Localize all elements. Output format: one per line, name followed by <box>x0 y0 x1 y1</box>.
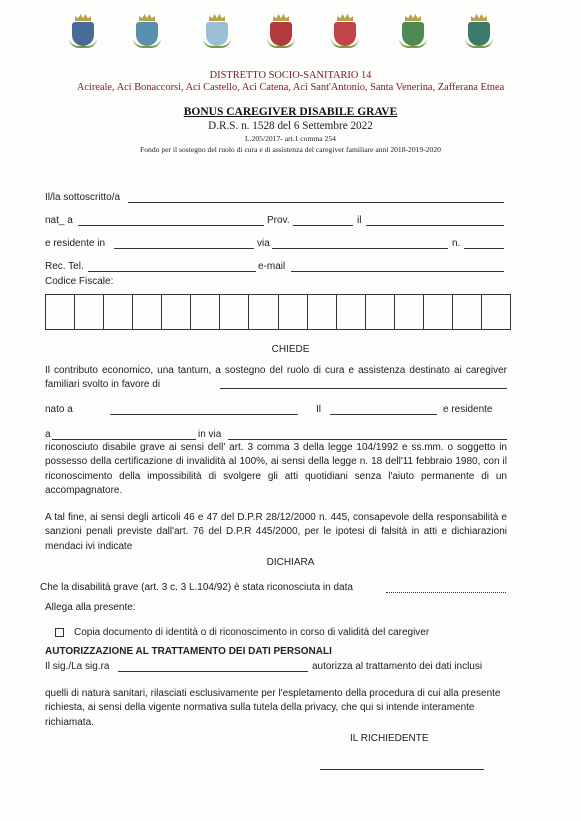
cf-box[interactable] <box>162 295 191 329</box>
fiscal-code-boxes[interactable] <box>45 294 511 330</box>
privacy-body: quelli di natura sanitari, rilasciati esclusivamente per l'espletamento della procedura di cui alla presente richiesta, ai sensi della vigente normativa sulla tutela della privacy, che qui si intende interamente richiamata. <box>45 688 501 728</box>
email-field[interactable] <box>291 271 504 272</box>
fund-description: Fondo per il sostegno del ruolo di cura e di assistenza del caregiver familiare anni 2018-2019-2020 <box>140 145 441 154</box>
privacy-heading: AUTORIZZAZIONE AL TRATTAMENTO DEI DATI PERSONALI <box>45 646 332 657</box>
crest-7-icon <box>468 14 490 48</box>
crest-2-icon <box>136 14 158 48</box>
cf-box[interactable] <box>453 295 482 329</box>
district-towns: Acireale, Aci Bonaccorsi, Aci Castello, Aci Catena, Aci Sant'Antonio, Santa Venerina, Zafferana Etnea <box>76 82 505 93</box>
cf-box[interactable] <box>366 295 395 329</box>
cf-box[interactable] <box>424 295 453 329</box>
street-number-field[interactable] <box>464 248 504 249</box>
declaration-heading: DICHIARA <box>266 557 315 568</box>
recognition-date-field[interactable] <box>386 592 506 593</box>
tel-field[interactable] <box>88 271 256 272</box>
cf-box[interactable] <box>279 295 308 329</box>
signature-field[interactable] <box>320 769 484 770</box>
law-reference: L.205/2017- art.1 comma 254 <box>245 134 336 143</box>
disability-text: Che la disabilità grave (art. 3 c. 3 L.104/92) è stata riconosciuta in data <box>40 582 353 593</box>
beneficiary-field[interactable] <box>220 388 507 389</box>
beneficiary-street-field[interactable] <box>228 439 507 440</box>
beneficiary-birthplace-field[interactable] <box>110 414 298 415</box>
cf-box[interactable] <box>308 295 337 329</box>
street-field[interactable] <box>272 248 448 249</box>
cf-box[interactable] <box>104 295 133 329</box>
authorize-text: autorizza al trattamento dei dati inclusi <box>312 661 483 672</box>
district-title: DISTRETTO SOCIO-SANITARIO 14 <box>209 70 372 81</box>
cf-box[interactable] <box>482 295 510 329</box>
born-label: nat_ a <box>45 215 73 226</box>
attach-checkbox[interactable] <box>55 628 64 637</box>
email-label: e-mail <box>258 261 286 272</box>
beneficiary-birthdate-field[interactable] <box>330 414 437 415</box>
undersigned-field[interactable] <box>128 202 504 203</box>
purpose-text: A tal fine, ai sensi degli articoli 46 e 47 del D.P.R 28/12/2000 n. 445, consapevole della responsabilità e sanzioni penali previste dall'art. 76 del D.P.R 445/2000, per le ipotesi di falsità in atti e dichiarazioni mendaci ivi indicate <box>45 512 507 552</box>
crest-4-icon <box>270 14 292 48</box>
sig-label: Il sig./La sig.ra <box>45 661 110 672</box>
in-via-label: in via <box>198 429 222 440</box>
tel-label: Rec. Tel. <box>45 261 84 272</box>
birthdate-label: il <box>357 215 362 226</box>
privacy-name-field[interactable] <box>118 671 308 672</box>
residence-field[interactable] <box>114 248 254 249</box>
crest-5-icon <box>334 14 356 48</box>
via-label: via <box>257 238 270 249</box>
beneficiary-city-field[interactable] <box>52 439 196 440</box>
cf-box[interactable] <box>220 295 249 329</box>
document-title: BONUS CAREGIVER DISABILE GRAVE <box>183 106 398 118</box>
cf-box[interactable] <box>191 295 220 329</box>
prov-label: Prov. <box>267 215 290 226</box>
crest-1-icon <box>72 14 94 48</box>
beneficiary-date-label: Il <box>316 404 321 415</box>
residente-label: e residente <box>443 404 493 415</box>
signature-label: IL RICHIEDENTE <box>350 733 429 744</box>
request-heading: CHIEDE <box>271 344 310 355</box>
crest-6-icon <box>402 14 424 48</box>
attach-item-label: Copia documento di identità o di riconoscimento in corso di validità del caregiver <box>74 627 430 638</box>
crest-3-icon <box>206 14 228 48</box>
municipal-crests-row <box>72 14 492 56</box>
attach-item <box>55 627 429 638</box>
cf-box[interactable] <box>75 295 104 329</box>
recognition-text: riconosciuto disabile grave ai sensi dell' art. 3 comma 3 della legge 104/1992 e ss.mm. o soggetto in possesso della certificazione di invalidità al 100%, ai sensi della legge n. 18 dell'11 febbraio 1980, con il riconoscimento della impossibilità di svolgere gli atti quotidiani senza l'aiuto permanente di un accompagnatore. <box>45 442 507 497</box>
undersigned-label: Il/la sottoscritto/a <box>45 192 121 203</box>
cf-label: Codice Fiscale: <box>45 276 114 287</box>
attach-label: Allega alla presente: <box>45 602 136 613</box>
prov-field[interactable] <box>293 225 353 226</box>
nato-a-label: nato a <box>45 404 73 415</box>
birthplace-field[interactable] <box>78 225 264 226</box>
cf-box[interactable] <box>46 295 75 329</box>
cf-box[interactable] <box>249 295 278 329</box>
birthdate-field[interactable] <box>366 225 504 226</box>
resident-label: e residente in <box>45 238 106 249</box>
number-label: n. <box>452 238 461 249</box>
drs-reference: D.R.S. n. 1528 del 6 Settembre 2022 <box>208 120 373 132</box>
district-header <box>0 70 581 94</box>
cf-box[interactable] <box>337 295 366 329</box>
cf-box[interactable] <box>133 295 162 329</box>
cf-box[interactable] <box>395 295 424 329</box>
contribution-text: Il contributo economico, una tantum, a sostegno del ruolo di cura e assistenza destinato ai caregiver familiari svolto in favore di <box>45 365 507 391</box>
a-label: a <box>45 429 51 440</box>
